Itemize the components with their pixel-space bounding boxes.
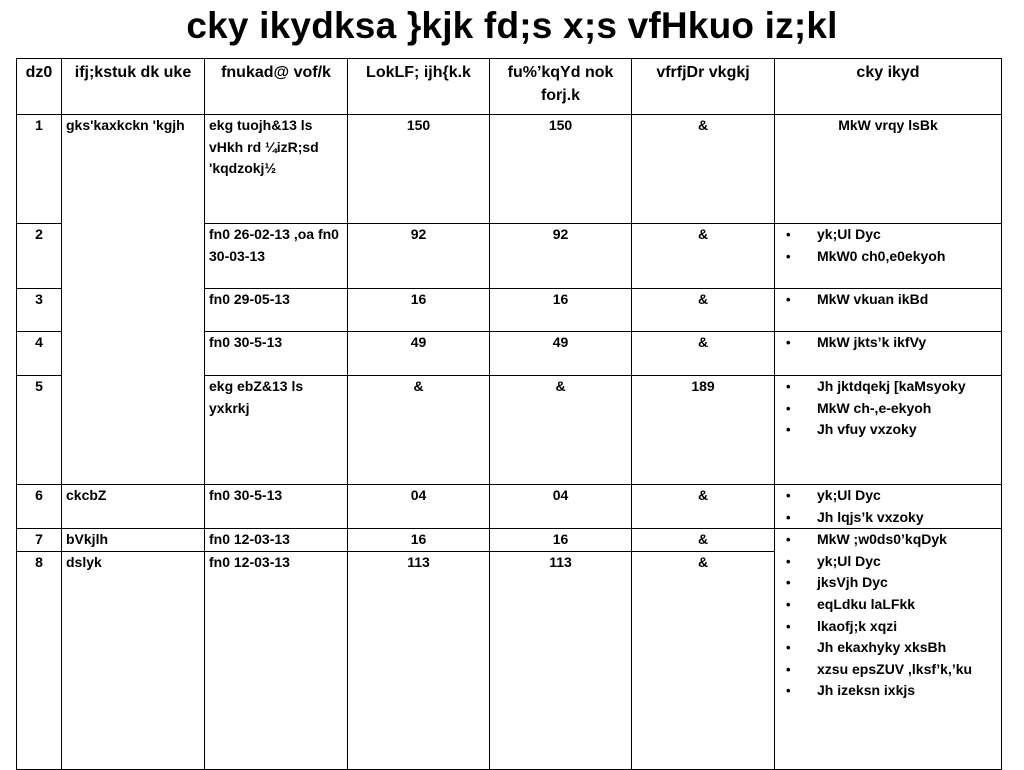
header-date: fnukad@ vof/k bbox=[205, 59, 348, 115]
cell-distributed: 92 bbox=[490, 224, 632, 289]
table-row bbox=[17, 529, 1002, 552]
cell-sno: 4 bbox=[17, 332, 62, 376]
cell-extra: 189 bbox=[632, 376, 775, 485]
cell-extra: & bbox=[632, 115, 775, 224]
cell-distributed: 16 bbox=[490, 289, 632, 332]
helper-item: • MkW ch-,e-ekyoh bbox=[775, 398, 1001, 420]
cell-date: ekg ebZ&13 ls yxkrkj bbox=[205, 376, 348, 485]
cell-total: 92 bbox=[348, 224, 490, 289]
cell-helper bbox=[775, 224, 1002, 289]
header-helper: cky ikyd bbox=[775, 59, 1002, 115]
cell-extra: & bbox=[632, 224, 775, 289]
helper-item: • Jh vfuy vxzoky bbox=[775, 419, 1001, 441]
helper-item: • Jh izeksn ixkjs bbox=[775, 680, 1001, 702]
helper-item: • xzsu epsZUV ,lksf’k,’ku bbox=[775, 659, 1001, 681]
cell-extra: & bbox=[632, 289, 775, 332]
cell-sno: 3 bbox=[17, 289, 62, 332]
page-title: cky ikydksa }kjk fd;s x;s vfHkuo iz;kl bbox=[186, 5, 838, 46]
helper-item: • MkW ;w0ds0’kqDyk bbox=[775, 529, 1001, 551]
header-extra: vfrfjDr vkgkj bbox=[632, 59, 775, 115]
cell-project: dslyk bbox=[62, 551, 205, 769]
cell-total: 16 bbox=[348, 529, 490, 552]
header-total: LokLF; ijh{k.k bbox=[348, 59, 490, 115]
cell-project: bVkjlh bbox=[62, 529, 205, 552]
cell-total: 49 bbox=[348, 332, 490, 376]
cell-distributed: 49 bbox=[490, 332, 632, 376]
activities-table bbox=[16, 58, 1002, 770]
helper-item: • Jh lqjs’k vxzoky bbox=[775, 507, 1001, 529]
cell-total: 150 bbox=[348, 115, 490, 224]
cell-distributed: 16 bbox=[490, 529, 632, 552]
cell-distributed: & bbox=[490, 376, 632, 485]
helper-item: • MkW jkts’k ikfVy bbox=[775, 332, 1001, 354]
cell-sno: 1 bbox=[17, 115, 62, 224]
helper-item: • lkaofj;k xqzi bbox=[775, 616, 1001, 638]
cell-helper bbox=[775, 376, 1002, 485]
cell-total: 113 bbox=[348, 551, 490, 769]
helper-item: • MkW vkuan ikBd bbox=[775, 289, 1001, 311]
cell-helper-shared bbox=[775, 529, 1002, 770]
helper-item: • yk;Ul Dyc bbox=[775, 224, 1001, 246]
cell-helper bbox=[775, 485, 1002, 529]
cell-total: & bbox=[348, 376, 490, 485]
cell-date: fn0 30-5-13 bbox=[205, 332, 348, 376]
cell-sno: 7 bbox=[17, 529, 62, 552]
helper-item: • jksVjh Dyc bbox=[775, 572, 1001, 594]
cell-sno: 5 bbox=[17, 376, 62, 485]
helper-item: • yk;Ul Dyc bbox=[775, 485, 1001, 507]
table-row bbox=[17, 485, 1002, 529]
cell-date: ekg tuojh&13 ls vHkh rd ¼izR;sd 'kqdzokj½ bbox=[205, 115, 348, 224]
header-distributed: fu%’kqYd nok forj.k bbox=[490, 59, 632, 115]
helper-item: • Jh jktdqekj [kaMsyoky bbox=[775, 376, 1001, 398]
cell-extra: & bbox=[632, 529, 775, 552]
cell-total: 04 bbox=[348, 485, 490, 529]
cell-project: gks'kaxkckn 'kgjh bbox=[62, 115, 205, 485]
cell-date: fn0 26-02-13 ,oa fn0 30-03-13 bbox=[205, 224, 348, 289]
cell-date: fn0 30-5-13 bbox=[205, 485, 348, 529]
cell-helper bbox=[775, 289, 1002, 332]
cell-sno: 6 bbox=[17, 485, 62, 529]
cell-extra: & bbox=[632, 485, 775, 529]
cell-extra: & bbox=[632, 332, 775, 376]
header-sno: dz0 bbox=[17, 59, 62, 115]
cell-helper bbox=[775, 332, 1002, 376]
helper-item: • eqLdku laLFkk bbox=[775, 594, 1001, 616]
cell-distributed: 113 bbox=[490, 551, 632, 769]
table-header-row bbox=[17, 59, 1002, 115]
cell-sno: 2 bbox=[17, 224, 62, 289]
helper-item: • MkW0 ch0,e0ekyoh bbox=[775, 246, 1001, 268]
cell-extra: & bbox=[632, 551, 775, 769]
cell-date: fn0 29-05-13 bbox=[205, 289, 348, 332]
cell-date: fn0 12-03-13 bbox=[205, 529, 348, 552]
cell-helper: MkW vrqy lsBk bbox=[775, 115, 1002, 224]
cell-total: 16 bbox=[348, 289, 490, 332]
header-project: ifj;kstuk dk uke bbox=[62, 59, 205, 115]
table-row bbox=[17, 115, 1002, 224]
cell-date: fn0 12-03-13 bbox=[205, 551, 348, 769]
cell-sno: 8 bbox=[17, 551, 62, 769]
cell-distributed: 04 bbox=[490, 485, 632, 529]
cell-project: ckcbZ bbox=[62, 485, 205, 529]
helper-item: • Jh ekaxhyky xksBh bbox=[775, 637, 1001, 659]
cell-distributed: 150 bbox=[490, 115, 632, 224]
helper-item: • yk;Ul Dyc bbox=[775, 551, 1001, 573]
